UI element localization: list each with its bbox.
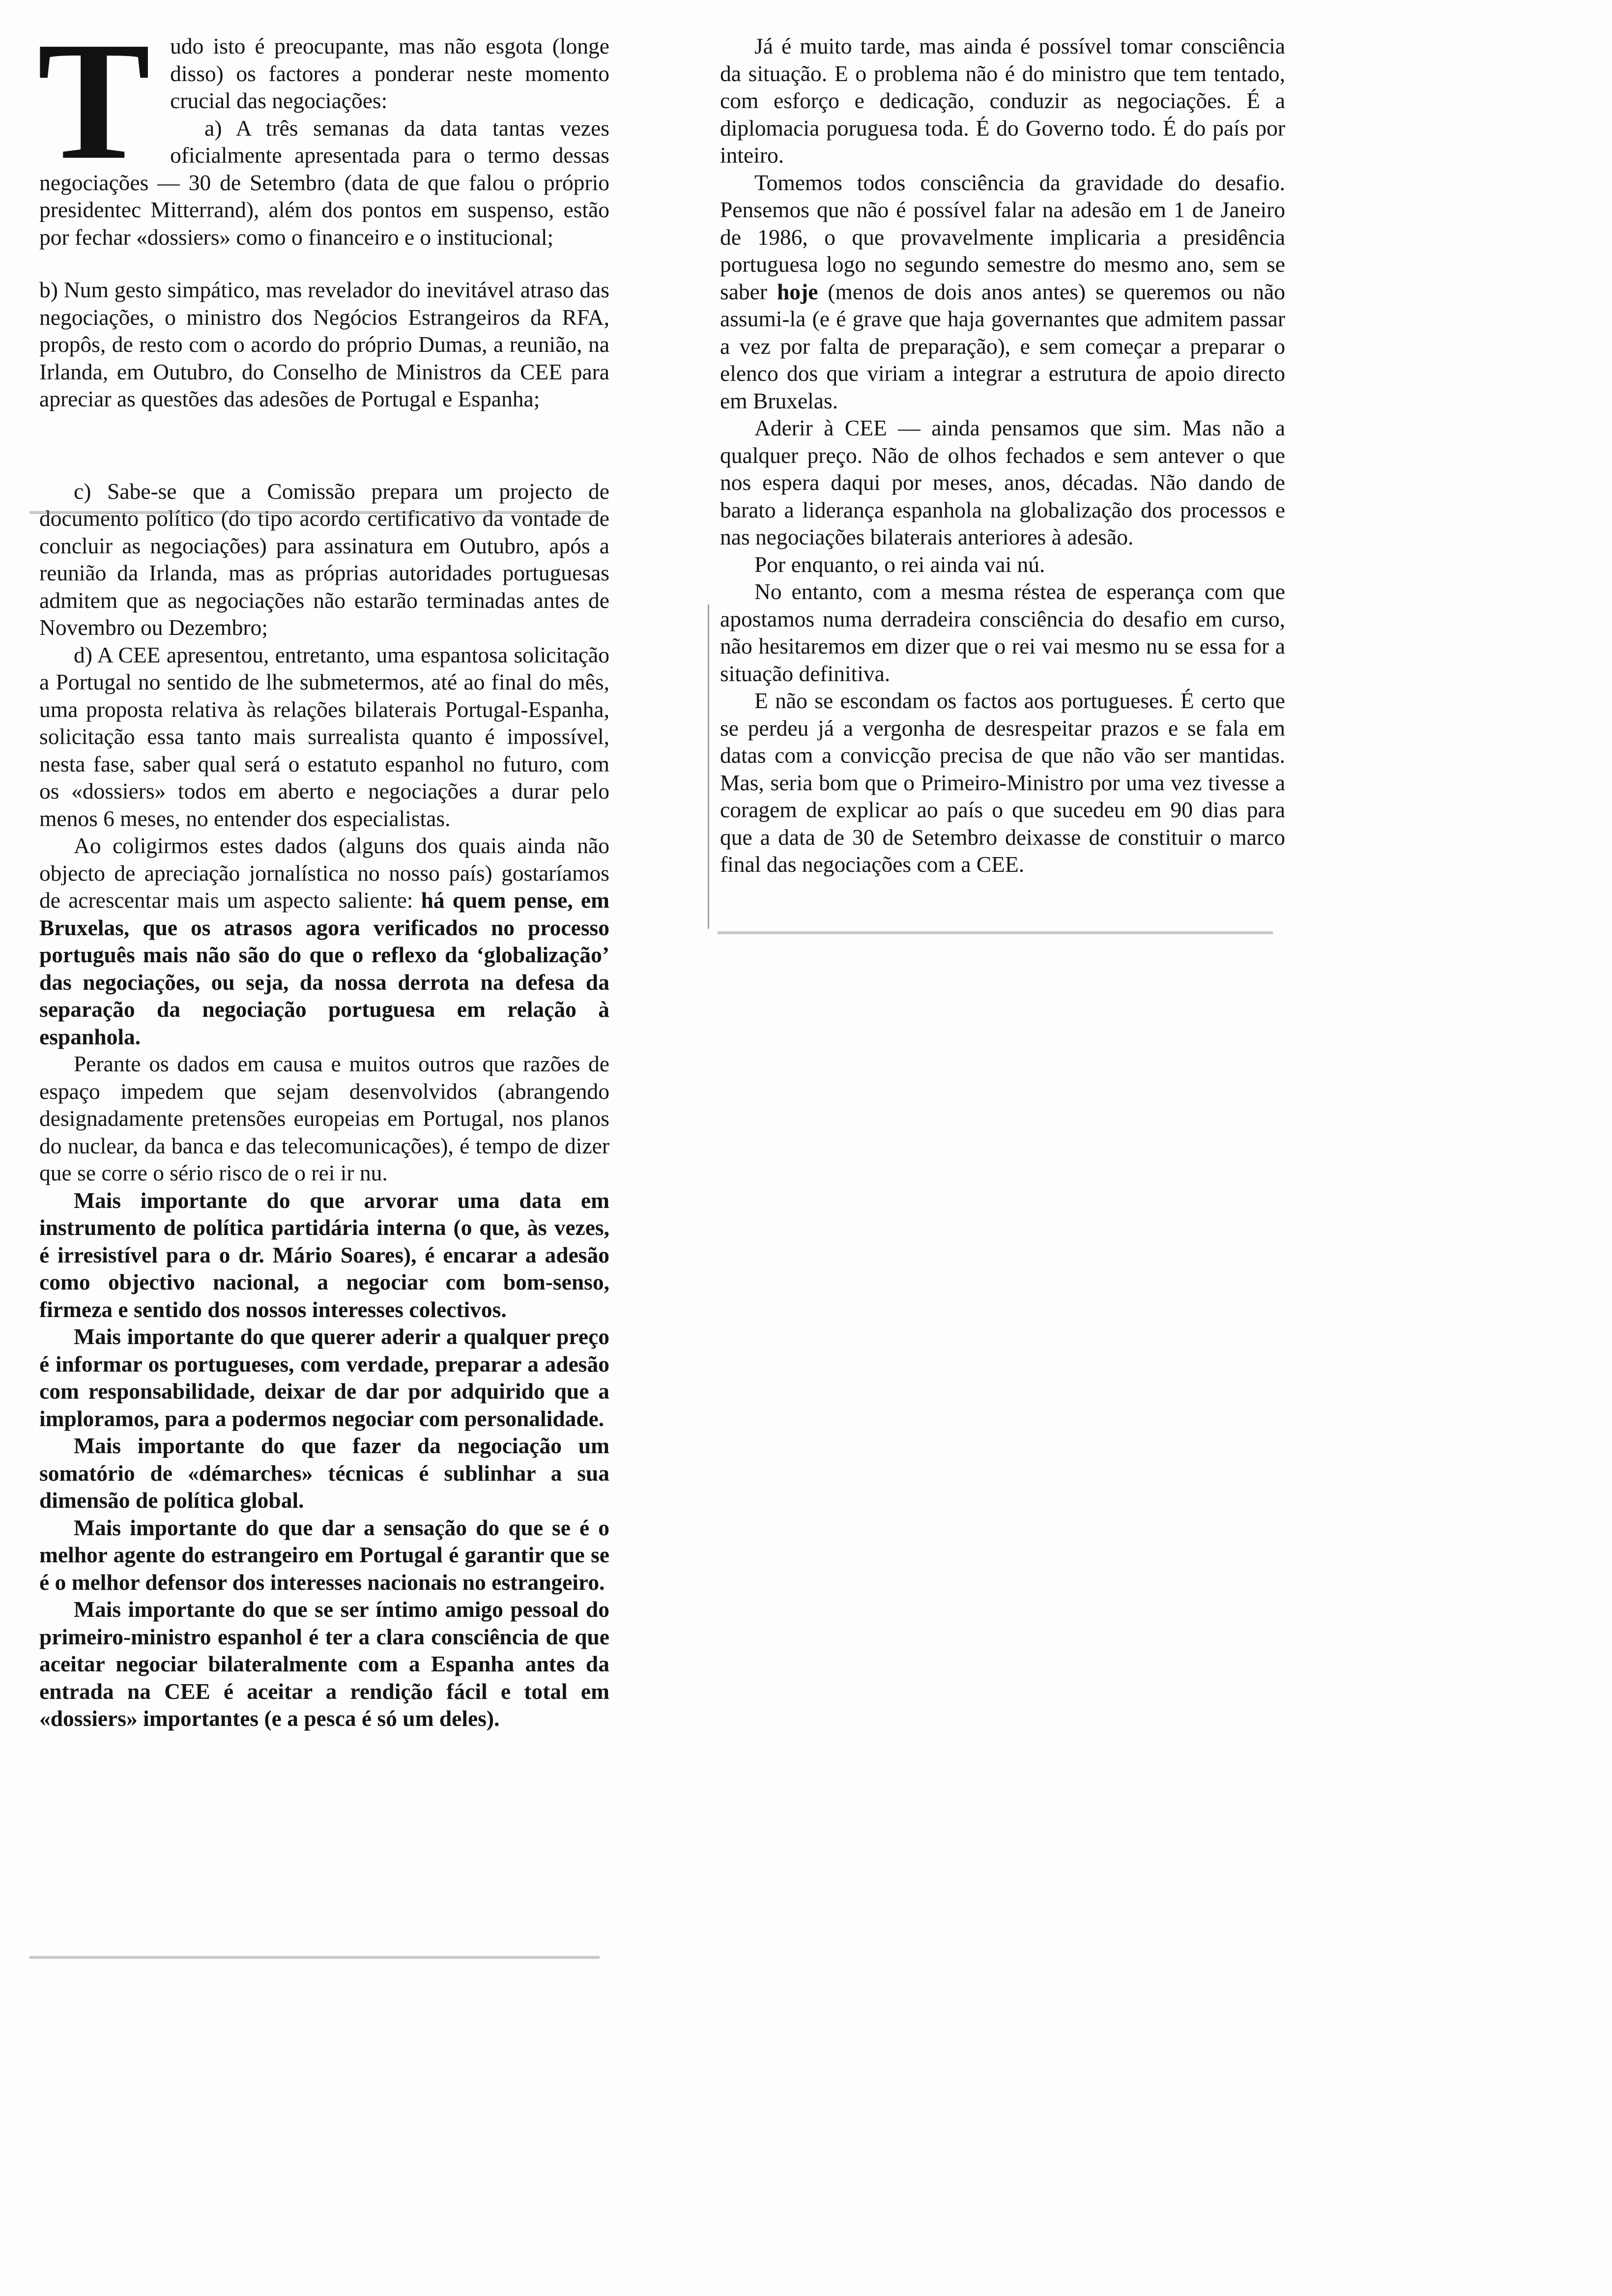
emphasis-text: há quem pense, em Bruxelas, que os atrasos agora verificados no processo português mais não são do que o reflexo da ‘globalização’ das negociações, ou seja, da nossa derrota na defesa da separação da negociação portuguesa em relação à espanhola. xyxy=(39,888,609,1049)
right-column xyxy=(720,32,1285,878)
column-rule xyxy=(708,604,709,929)
right-paragraph xyxy=(720,32,1285,169)
left-paragraph xyxy=(39,832,609,1050)
paragraph-text: b) Num gesto simpático, mas revelador do inevitável atraso das negociações, o ministro dos Negócios Estrangeiros da RFA, propôs, de resto com o acordo do próprio Dumas, a reunião, na Irlanda, em Outubro, do Conselho de Ministros da CEE para apreciar as questões das adesões de Portugal e Espanha; xyxy=(39,277,609,411)
paragraph-text: Ao coligirmos estes dados (alguns dos quais ainda não objecto de apreciação jornalística no nosso país) gostaríamos de acrescentar mais um aspecto saliente: xyxy=(39,833,609,913)
right-paragraph xyxy=(720,687,1285,878)
scan-noise xyxy=(29,511,600,514)
paragraph-text: Já é muito tarde, mas ainda é possível tomar consciência da situação. E o problema não é do ministro que tem tentado, com esforço e dedicação, conduzir as negociações. É a diplomacia poruguesa toda. É do Governo todo. É do país por inteiro. xyxy=(720,33,1285,168)
paragraph-text: Mais importante do que se ser íntimo amigo pessoal do primeiro-ministro espanhol é ter a clara consciência de que aceitar negociar bilateralmente com a Espanha antes da entrada na CEE é aceitar a rendição fácil e total em «dossiers» importantes (e a pesca é só um deles). xyxy=(39,1597,609,1731)
left-paragraph xyxy=(39,1050,609,1187)
emphasis-text: hoje xyxy=(767,279,818,304)
scan-noise xyxy=(718,931,1273,934)
left-column xyxy=(37,7,609,1732)
right-paragraphs xyxy=(720,32,1285,878)
paragraph-text: a) A três semanas da data tantas vezes oficialmente apresentada para o termo dessas negociações — 30 de Setembro (data de que falou o próprio presidentec Mitterrand), além dos pontos em suspenso, estão por fechar «dossiers» como o financeiro e o institucional; xyxy=(39,115,609,250)
paragraph-text: c) Sabe-se que a Comissão prepara um projecto de documento político (do tipo acordo certificativo da vontade de concluir as negociações) para assinatura em Outubro, após a reunião da Irlanda, mas as próprias autoridades portuguesas admitem que as negociações não estarão terminadas antes de Novembro ou Dezembro; xyxy=(39,478,609,640)
paragraph-text: Por enquanto, o rei ainda vai nú. xyxy=(754,551,1045,577)
right-paragraph xyxy=(720,578,1285,687)
right-paragraph xyxy=(720,169,1285,415)
paragraph-text: Tomemos todos consciência da gravidade do desafio. Pensemos que não é possível falar na adesão em 1 de Janeiro de 1986, o que provavelmente implicaria a presidência portuguesa logo no segundo semestre do mesmo ano, sem se saber xyxy=(720,170,1285,304)
paragraph-text: (menos de dois anos antes) se queremos ou não assumi-la (e é grave que haja governantes que admitem passar a vez por falta de preparação), e sem começar a preparar o elenco dos que viriam a integrar a estrutura de apoio directo em Bruxelas. xyxy=(720,279,1285,413)
paragraph-text: Perante os dados em causa e muitos outros que razões de espaço impedem que sejam desenvolvidos (abrangendo designadamente pretensões europeias em Portugal, nos planos do nuclear, da banca e das telecomunicações), é tempo de dizer que se corre o sério risco de o rei ir nu. xyxy=(39,1051,609,1185)
paragraph-text: Mais importante do que querer aderir a qualquer preço é informar os portugueses, com verdade, preparar a adesão com responsabilidade, deixar de dar por adquirido que a imploramos, para a podermos negociar com personalidade. xyxy=(39,1324,609,1431)
left-paragraph xyxy=(39,478,609,641)
paragraph-text: Aderir à CEE — ainda pensamos que sim. Mas não a qualquer preço. Não de olhos fechados e sem antever o que nos espera daqui por meses, anos, décadas. Não dando de barato a liderança espanhola na globalização dos processos e nas negociações bilaterais anteriores à adesão. xyxy=(720,415,1285,549)
paragraph-text: Mais importante do que fazer da negociação um somatório de «démarches» técnicas é sublinhar a sua dimensão de política global. xyxy=(39,1433,609,1513)
left-paragraph xyxy=(39,641,609,832)
left-paragraph xyxy=(39,1187,609,1323)
right-paragraph xyxy=(720,414,1285,551)
left-paragraph xyxy=(39,276,609,413)
paragraph-text: Mais importante do que dar a sensação do que se é o melhor agente do estrangeiro em Portugal é garantir que se é o melhor defensor dos interesses nacionais no estrangeiro. xyxy=(39,1515,609,1595)
left-paragraph xyxy=(39,1323,609,1432)
paragraph-text: Mais importante do que arvorar uma data em instrumento de política partidária interna (o que, às vezes, é irresistível para o dr. Mário Soares), é encarar a adesão como objectivo nacional, a negociar com bom-senso, firmeza e sentido dos nossos interesses colectivos. xyxy=(39,1187,609,1322)
drop-cap: T xyxy=(37,7,151,195)
scan-noise xyxy=(29,1956,600,1959)
paragraph-text: d) A CEE apresentou, entretanto, uma espantosa solicitação a Portugal no sentido de lhe submetermos, até ao final do mês, uma proposta relativa às relações bilaterais Portugal-Espanha, solicitação essa tanto mais surrealista quanto é impossível, nesta fase, saber qual será o estatuto espanhol no futuro, com os «dossiers» todos em aberto e negociações a durar pelo menos 6 meses, no entender dos especialistas. xyxy=(39,642,609,831)
right-paragraph xyxy=(720,551,1285,578)
left-paragraph xyxy=(39,1514,609,1596)
paragraph-text: udo isto é preocupante, mas não esgota (longe disso) os factores a ponderar neste momento crucial das negociações: xyxy=(170,33,609,113)
left-paragraphs xyxy=(37,7,609,1732)
paragraph-text: No entanto, com a mesma réstea de esperança com que apostamos numa derradeira consciência do desafio em curso, não hesitaremos em dizer que o rei vai mesmo nu se essa for a situação definitiva. xyxy=(720,579,1285,686)
left-paragraph xyxy=(39,1596,609,1732)
left-paragraph xyxy=(39,1432,609,1514)
paragraph-text: E não se escondam os factos aos portugueses. É certo que se perdeu já a vergonha de desrespeitar prazos e se fala em datas com a convicção precisa de que não vão ser mantidas. Mas, seria bom que o Primeiro-Ministro por uma vez tivesse a coragem de explicar ao país o que sucedeu em 90 dias para que a data de 30 de Setembro deixasse de constituir o marco final das negociações com a CEE. xyxy=(720,688,1285,877)
